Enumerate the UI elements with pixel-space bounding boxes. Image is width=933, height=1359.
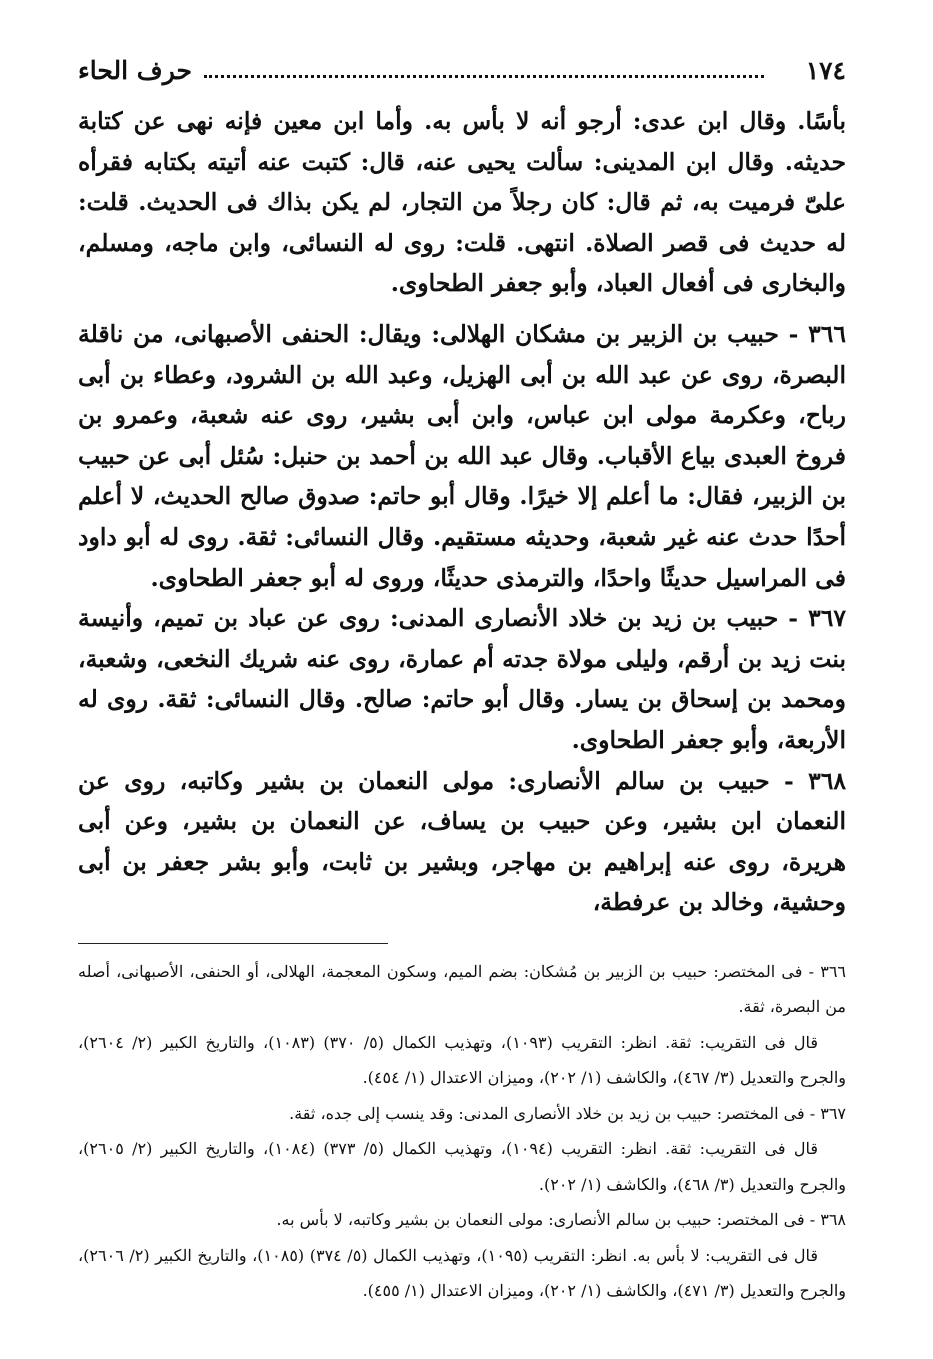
footnote-366-note: قال فى التقريب: ثقة. انظر: التقريب (١٠٩٣)، وتهذيب الكمال (٥/ ٣٧٠) (١٠٨٣)، والتاريخ الكبير (٢/ ٢٦٠٤)، والجرح والتعديل (٣/ ٤٦٧)، والكاشف (١/ ٢٠٢)، وميزان الاعتدال (١/ ٤٥٤). [78, 1032, 846, 1088]
entry-number: ٣٦٦ [808, 319, 846, 348]
footnote-368-note: قال فى التقريب: لا بأس به. انظر: التقريب (١٠٩٥)، وتهذيب الكمال (٥/ ٣٧٤) (١٠٨٥)، والتاريخ الكبير (٢/ ٢٦٠٦)، والجرح والتعديل (٣/ ٤٧١)، والكاشف (١/ ٢٠٢)، وميزان الاعتدال (١/ ٤٥٥). [78, 1245, 846, 1301]
entry-text: حبيب بن زيد بن خلاد الأنصارى المدنى: روى عن عباد بن تميم، وأنيسة بنت زيد بن أرقم، وليلى مولاة جدته أم عمارة، روى عنه شريك النخعى، وشعبة، ومحمد بن إسحاق بن يسار. وقال أبو حاتم: صالح. وقال النسائى: ثقة. روى له الأربعة، وأبو جعفر الطحاوى. [78, 604, 846, 754]
entry-number: ٣٦٨ [808, 766, 847, 795]
chapter-title: حرف الحاء [78, 56, 192, 85]
footnote-separator [78, 943, 388, 944]
entry-367 [78, 598, 846, 760]
entry-number: ٣٦٧ [808, 604, 846, 633]
entry-368 [78, 761, 846, 923]
footnotes [78, 954, 846, 1309]
header-dotted-leader [204, 74, 764, 78]
entry-text: حبيب بن سالم الأنصارى: مولى النعمان بن بشير وكاتبه، روى عن النعمان ابن بشير، وعن حبيب بن يساف، عن النعمان بن بشير، وعن أبى هريرة، روى عنه إبراهيم بن مهاجر، وبشير بن ثابت، وأبو بشر جعفر بن أبى وحشية، وخالد بن عرفطة، [78, 766, 846, 917]
main-text [78, 101, 846, 923]
entry-dash: - [769, 766, 794, 795]
footnote-367-note: قال فى التقريب: ثقة. انظر: التقريب (١٠٩٤)، وتهذيب الكمال (٥/ ٣٧٣) (١٠٨٤)، والتاريخ الكبير (٢/ ٢٦٠٥)، والجرح والتعديل (٣/ ٤٦٨)، والكاشف (١/ ٢٠٢). [78, 1139, 846, 1194]
entry-dash: - [778, 319, 799, 348]
footnote-367-summary: ٣٦٧ - فى المختصر: حبيب بن زيد بن خلاد الأنصارى المدنى: وقد ينسب إلى جده، ثقة. [289, 1103, 846, 1123]
page-number: ١٧٤ [805, 56, 846, 85]
book-page [78, 46, 846, 1336]
continuation-paragraph: بأسًا. وقال ابن عدى: أرجو أنه لا بأس به. وأما ابن معين فإنه نهى عن كتابة حديثه. وقال ابن المدينى: سألت يحيى عنه، قال: كتبت عنه أتيته بكتابه فقرأه علىّ فرميت به، ثم قال: كان رجلاً من التجار، لم يكن بذاك فى الحديث. قلت: له حديث فى قصر الصلاة. انتهى. قلت: روى له النسائى، وابن ماجه، ومسلم، والبخارى فى أفعال العباد، وأبو جعفر الطحاوى. [78, 107, 846, 298]
footnote-368-summary: ٣٦٨ - فى المختصر: حبيب بن سالم الأنصارى: مولى النعمان بن بشير وكاتبه، لا بأس به. [276, 1210, 846, 1230]
entry-text: حبيب بن الزبير بن مشكان الهلالى: ويقال: الحنفى الأصبهانى، من ناقلة البصرة، روى عن عبد الله بن أبى الهزيل، وعبد الله بن الشرود، وعطاء بن أبى رباح، وعكرمة مولى ابن عباس، وابن أبى بشير، روى عنه شعبة، وعمرو بن فروخ العبدى بياع الأقباب. وقال عبد الله بن أحمد بن حنبل: سُئل أبى عن حبيب بن الزبير، فقال: ما أعلم إلا خيرًا. وقال أبو حاتم: صدوق صالح الحديث، لا أعلم أحدًا حدث عنه غير شعبة، وحديثه مستقيم. وقال النسائى: ثقة. روى له أبو داود فى المراسيل حديثًا واحدًا، والترمذى حديثًا، وروى له أبو جعفر الطحاوى. [78, 319, 846, 592]
entry-dash: - [778, 604, 799, 633]
entry-366 [78, 314, 846, 598]
footnote-366-summary: ٣٦٦ - فى المختصر: حبيب بن الزبير بن مُشكان: بضم الميم، وسكون المعجمة، الهلالى، أو الحنفى، الأصبهانى، أصله من البصرة، ثقة. [78, 961, 846, 1017]
running-header [78, 46, 846, 93]
